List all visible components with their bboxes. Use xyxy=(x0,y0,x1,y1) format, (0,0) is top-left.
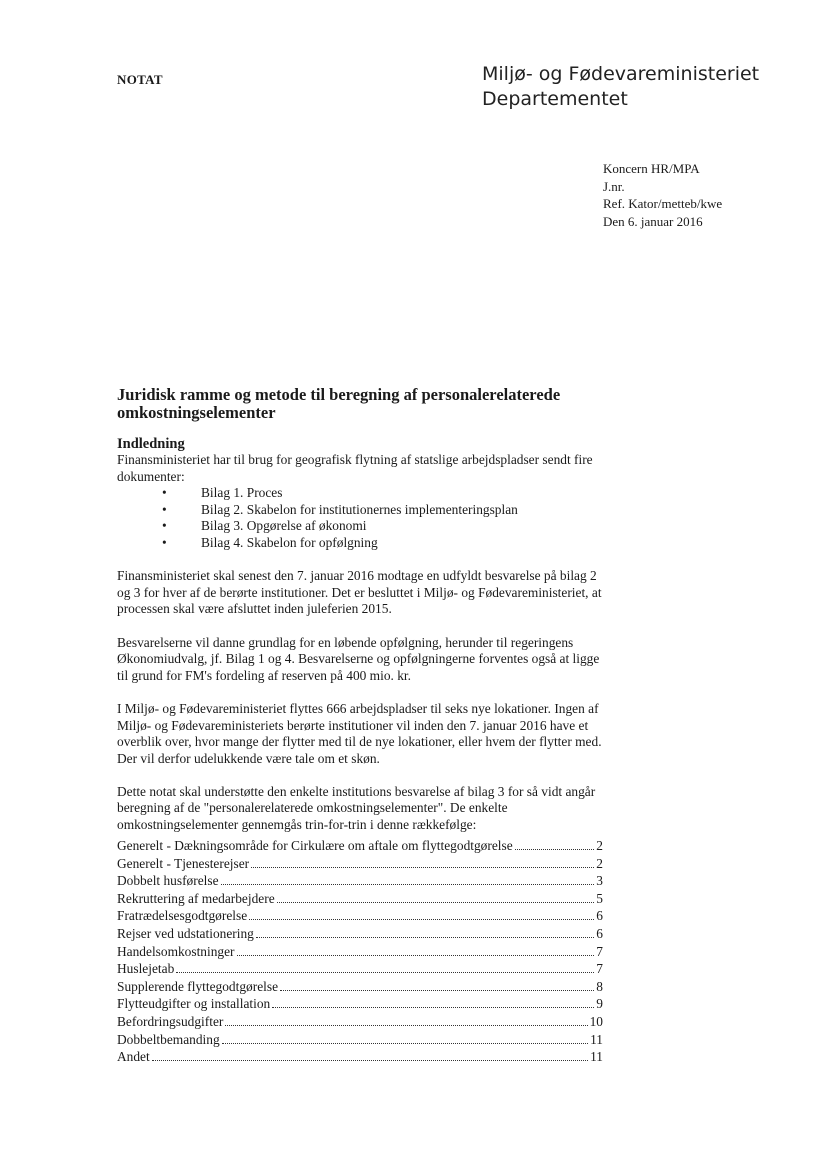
toc-entry-page: 2 xyxy=(596,838,603,853)
meta-reference: Ref. Kator/metteb/kwe xyxy=(603,196,723,211)
toc-leader-dots xyxy=(221,884,595,885)
list-item: • Bilag 2. Skabelon for institutionernes implementeringsplan xyxy=(162,501,518,517)
toc-entry-label: Dobbeltbemanding xyxy=(117,1031,220,1047)
bullet-icon: • xyxy=(162,518,167,534)
toc-entry-label: Fratrædelsesgodtgørelse xyxy=(117,908,248,924)
table-of-contents xyxy=(117,838,603,1067)
paragraph-purpose: Dette notat skal understøtte den enkelte institutions besvarelse af bilag 3 for så vidt angår beregning af de "personalerelaterede omkostningselementer". De enkelte omkostningselementer gennemgås trin-for-trin i denne rækkefølge: xyxy=(117,783,596,833)
paragraph-intro: Finansministeriet har til brug for geografisk flytning af statslige arbejdspladser sendt fire dokumenter: xyxy=(117,452,593,484)
toc-leader-dots xyxy=(256,937,594,938)
toc-leader-dots xyxy=(225,1025,587,1026)
toc-entry-page: 11 xyxy=(590,1031,603,1047)
section-heading: Indledning xyxy=(117,436,185,452)
toc-leader-dots xyxy=(515,849,595,850)
bullet-icon: • xyxy=(162,501,167,517)
toc-entry[interactable] xyxy=(117,926,603,944)
toc-entry[interactable] xyxy=(117,944,603,962)
toc-entry-label: Huslejetab xyxy=(117,961,175,977)
bullet-icon: • xyxy=(162,485,167,501)
paragraph-deadline: Finansministeriet skal senest den 7. januar 2016 modtage en udfyldt besvarelse på bilag 2 og 3 for hver af de berørte institutioner. Det er besluttet i Miljø- og Fødevareministeriet, at processen skal være afsluttet inden juleferien 2015. xyxy=(117,568,602,617)
toc-entry[interactable] xyxy=(117,1049,603,1067)
toc-entry-page: 2 xyxy=(596,855,603,871)
document-meta xyxy=(603,160,722,230)
toc-entry-label: Supplerende flyttegodtgørelse xyxy=(117,978,279,994)
document-type-label: NOTAT xyxy=(117,72,163,87)
toc-entry[interactable] xyxy=(117,856,603,874)
toc-leader-dots xyxy=(237,955,595,956)
list-item: • Bilag 3. Opgørelse af økonomi xyxy=(162,518,367,534)
toc-entry-page: 5 xyxy=(596,890,603,906)
toc-leader-dots xyxy=(222,1043,588,1044)
toc-entry[interactable] xyxy=(117,891,603,909)
toc-leader-dots xyxy=(251,867,594,868)
list-item: • Bilag 4. Skabelon for opfølgning xyxy=(162,534,378,550)
toc-leader-dots xyxy=(277,902,595,903)
meta-unit: Koncern HR/MPA xyxy=(603,161,700,176)
toc-entry-label: Generelt - Dækningsområde for Cirkulære om aftale om flyttegodtgørelse xyxy=(117,838,513,853)
bullet-icon: • xyxy=(162,534,167,550)
department-name: Departementet xyxy=(482,88,628,110)
paragraph-relocation: I Miljø- og Fødevareministeriet flyttes 666 arbejdspladser til seks nye lokationer. Ingen af Miljø- og Fødevareministeriets berørte institutioner vil inden den 7. januar 2016 have et overblik over, hvor mange der flytter med til de nye lokationer, eller hvem der flytter med. Der vil derfor udelukkende være tale om et skøn. xyxy=(117,700,602,766)
paragraph-followup: Besvarelserne vil danne grundlag for en løbende opfølgning, herunder til regeringens Økonomiudvalg, jf. Bilag 1 og 4. Besvarelserne og opfølgningerne forventes også at ligge til grund for FM's fordeling af reserven på 400 mio. kr. xyxy=(117,634,600,683)
toc-entry[interactable] xyxy=(117,1014,603,1032)
ministry-logo-text xyxy=(482,62,759,112)
ministry-name: Miljø- og Fødevareministeriet xyxy=(482,63,760,85)
document-title: Juridisk ramme og metode til beregning af personalerelaterede omkostningselementer xyxy=(117,385,561,422)
toc-entry[interactable] xyxy=(117,908,603,926)
toc-entry-label: Rejser ved udstationering xyxy=(117,925,254,941)
toc-entry-page: 11 xyxy=(590,1049,603,1065)
meta-journal: J.nr. xyxy=(603,178,625,194)
toc-entry-label: Andet xyxy=(117,1049,150,1065)
toc-entry-label: Befordringsudgifter xyxy=(117,1013,224,1029)
toc-entry-label: Handelsomkostninger xyxy=(117,943,235,959)
toc-entry-page: 7 xyxy=(596,943,603,959)
toc-entry[interactable] xyxy=(117,1032,603,1050)
toc-leader-dots xyxy=(272,1007,594,1008)
attachment-list xyxy=(117,485,607,551)
toc-entry-label: Dobbelt husførelse xyxy=(117,873,219,889)
toc-entry-page: 9 xyxy=(596,996,603,1012)
toc-entry-page: 8 xyxy=(596,978,603,994)
toc-entry-page: 3 xyxy=(596,873,603,889)
meta-date: Den 6. januar 2016 xyxy=(603,213,703,229)
toc-entry-page: 6 xyxy=(596,908,603,924)
toc-entry[interactable] xyxy=(117,838,603,856)
toc-entry[interactable] xyxy=(117,979,603,997)
toc-entry-page: 10 xyxy=(589,1013,603,1029)
toc-leader-dots xyxy=(176,972,594,973)
toc-entry-label: Generelt - Tjenesterejser xyxy=(117,855,250,871)
toc-entry[interactable] xyxy=(117,961,603,979)
toc-leader-dots xyxy=(249,919,594,920)
document-body xyxy=(117,436,607,834)
toc-entry-label: Rekruttering af medarbejdere xyxy=(117,890,275,906)
toc-entry[interactable] xyxy=(117,996,603,1014)
toc-leader-dots xyxy=(280,990,594,991)
toc-entry-page: 6 xyxy=(596,925,603,941)
toc-entry[interactable] xyxy=(117,873,603,891)
list-item: • Bilag 1. Proces xyxy=(162,485,283,501)
toc-entry-label: Flytteudgifter og installation xyxy=(117,996,271,1012)
toc-leader-dots xyxy=(152,1060,588,1061)
toc-entry-page: 7 xyxy=(596,961,603,977)
